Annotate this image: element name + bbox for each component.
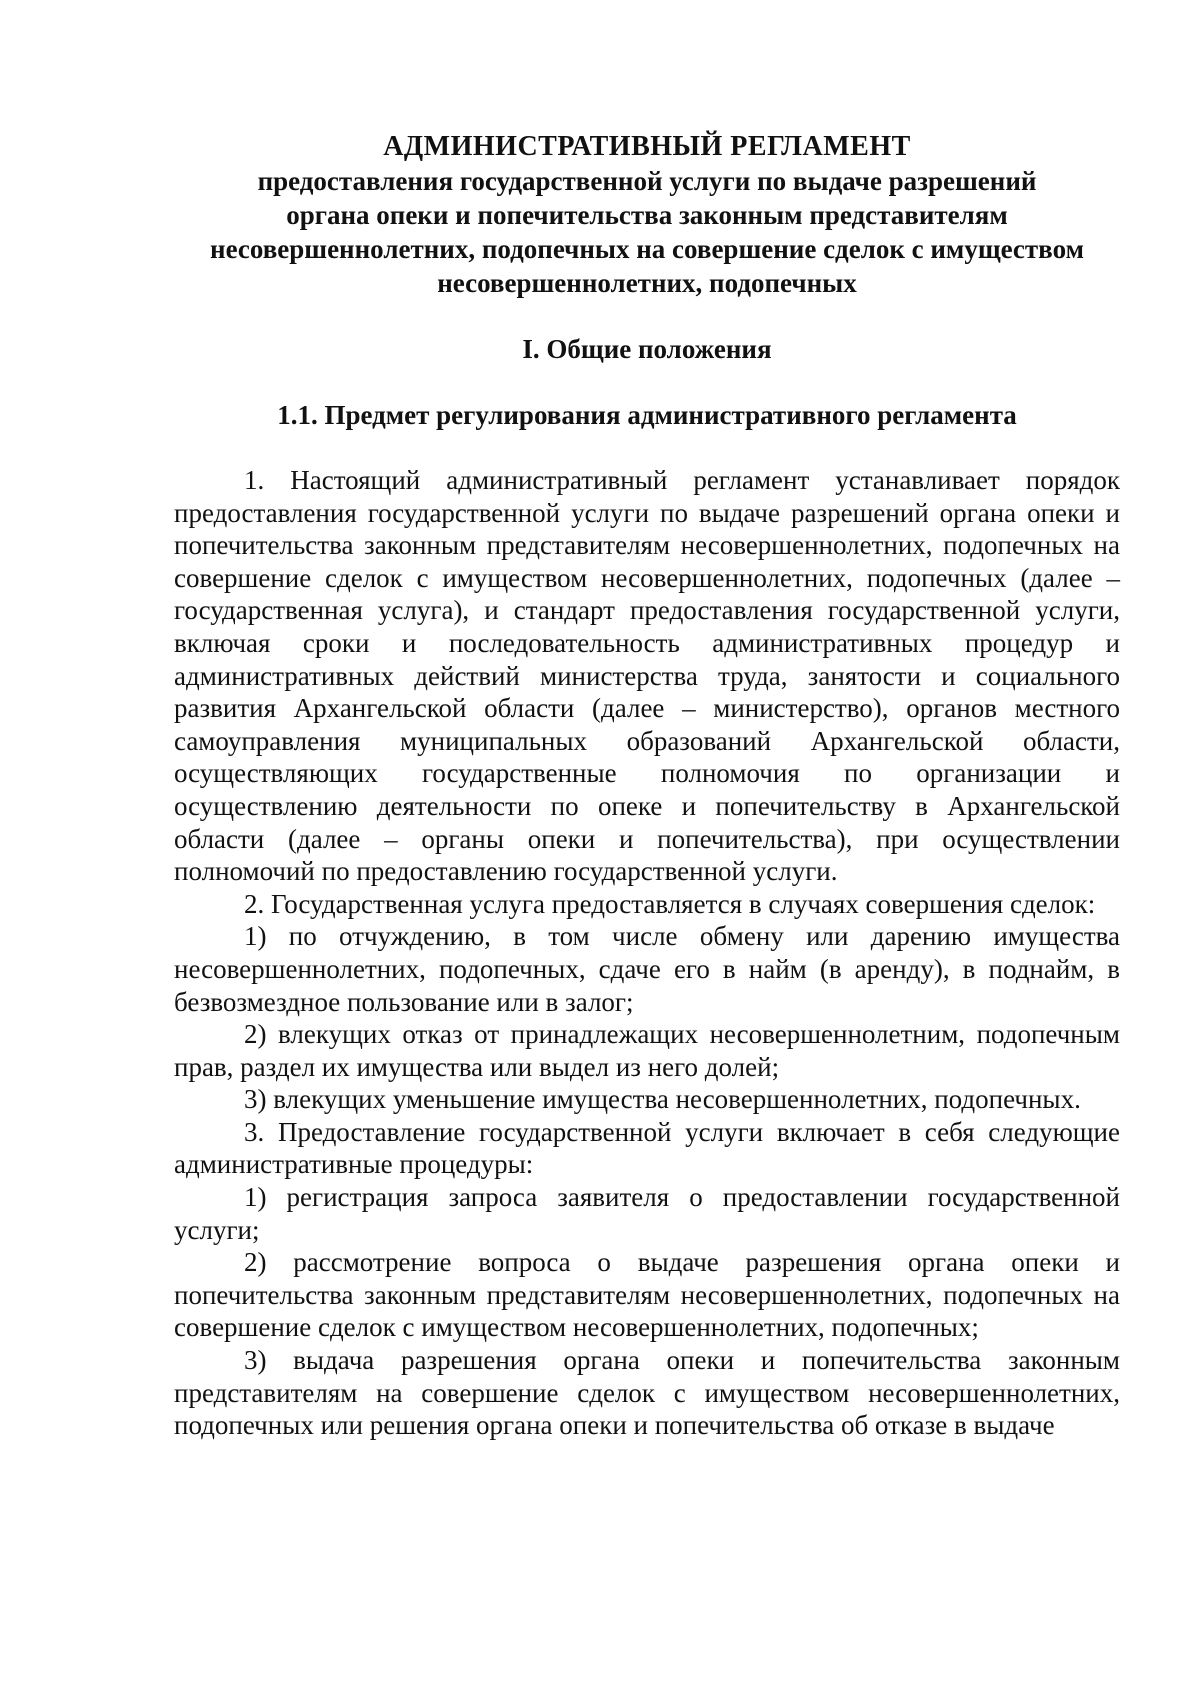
paragraph-2-item-1: 1) по отчуждению, в том числе обмену или дарению имущества несовершеннолетних, подопечных, сдаче его в найм (в аренду), в поднайм, в безвозмездное пользование или в залог;	[174, 921, 1120, 1017]
document-page	[174, 130, 1120, 1442]
title-line-2: органа опеки и попечительства законным представителям	[286, 200, 1008, 230]
document-title	[174, 130, 1120, 300]
title-main: АДМИНИСТРАТИВНЫЙ РЕГЛАМЕНТ	[383, 131, 911, 162]
paragraph-3-item-2: 2) рассмотрение вопроса о выдаче разрешения органа опеки и попечительства законным представителям несовершеннолетних, подопечных на совершение сделок с имуществом несовершеннолетних, подопечных;	[174, 1247, 1120, 1343]
paragraph-1: 1. Настоящий административный регламент устанавливает порядок предоставления государственной услуги по выдаче разрешений органа опеки и попечительства законным представителям несовершеннолетних, подопечных на совершение сделок с имуществом несовершеннолетних, подопечных (далее – государственная услуга), и стандарт предоставления государственной услуги, включая сроки и последовательность административных процедур и административных действий министерства труда, занятости и социального развития Архангельской области (далее – министерство), органов местного самоуправления муниципальных образований Архангельской области, осуществляющих государственные полномочия по организации и осуществлению деятельности по опеке и попечительству в Архангельской области (далее – органы опеки и попечительства), при осуществлении полномочий по предоставлению государственной услуги.	[174, 465, 1120, 887]
paragraph-2: 2. Государственная услуга предоставляется в случаях совершения сделок:	[244, 888, 1096, 919]
title-line-1: предоставления государственной услуги по выдаче разрешений	[257, 166, 1037, 196]
title-line-3: несовершеннолетних, подопечных на совершение сделок с имуществом	[210, 234, 1084, 264]
subsection-heading: 1.1. Предмет регулирования административного регламента	[277, 400, 1017, 430]
paragraph-2-item-3: 3) влекущих уменьшение имущества несовершеннолетних, подопечных.	[244, 1084, 1081, 1115]
document-body	[174, 464, 1120, 1442]
paragraph-2-item-2: 2) влекущих отказ от принадлежащих несовершеннолетним, подопечным прав, раздел их имущества или выдел из него долей;	[174, 1019, 1120, 1082]
section-heading: I. Общие положения	[522, 334, 772, 364]
paragraph-3-item-1: 1) регистрация запроса заявителя о предоставлении государственной услуги;	[174, 1182, 1120, 1245]
paragraph-3-item-3: 3) выдача разрешения органа опеки и попечительства законным представителям на совершение сделок с имуществом несовершеннолетних, подопечных или решения органа опеки и попечительства об отказе в выдаче	[174, 1345, 1120, 1441]
paragraph-3: 3. Предоставление государственной услуги включает в себя следующие административные процедуры:	[174, 1116, 1120, 1180]
title-line-4: несовершеннолетних, подопечных	[437, 268, 857, 298]
